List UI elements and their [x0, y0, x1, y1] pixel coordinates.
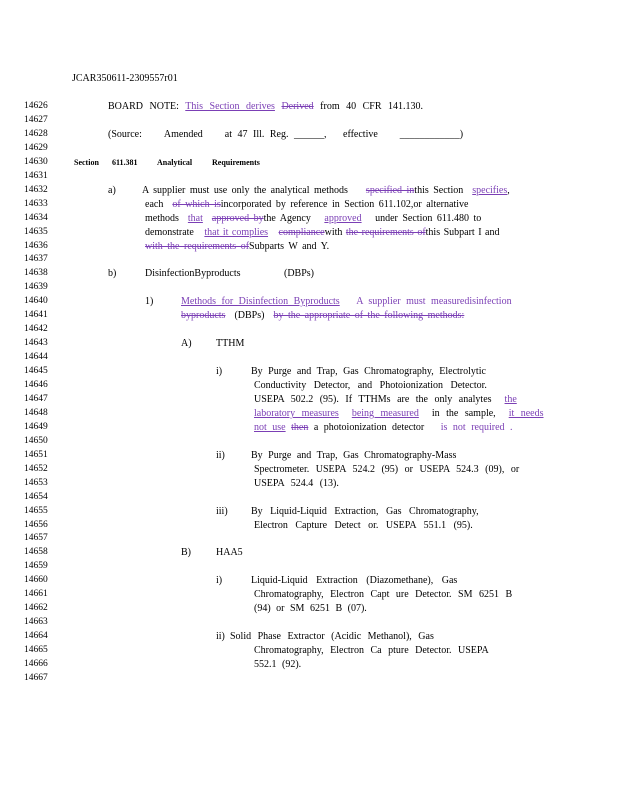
deleted-text: compliance	[278, 227, 325, 238]
inserted-text: that it complies	[204, 227, 269, 238]
para-b-title: (DBPs)	[284, 268, 315, 279]
inserted-text: A supplier must measuredisinfection	[356, 296, 512, 307]
board-note-label: BOARD NOTE:	[108, 101, 179, 112]
line-number: 14637	[24, 254, 48, 265]
item-line: By Purge and Trap, Gas Chromatography, Electrolytic	[251, 366, 486, 377]
line-number: 14652	[24, 463, 48, 474]
item-label: i)	[216, 575, 223, 586]
source-note	[108, 129, 463, 140]
inserted-text: specifies	[472, 185, 508, 196]
item-line: Conductivity Detector, and Photoionization Detector.	[254, 380, 487, 391]
inserted-text: the	[504, 394, 517, 405]
board-note-text: from 40 CFR 141.130.	[320, 101, 423, 112]
source-at: at 47 Ill. Reg.	[224, 129, 289, 140]
line-number: 14663	[24, 617, 48, 628]
line-number: 14662	[24, 603, 48, 614]
item-line: By Purge and Trap, Gas Chromatography-Mass	[251, 450, 457, 461]
text: with	[324, 227, 343, 238]
text: methods	[145, 213, 179, 224]
para-label: A)	[181, 338, 192, 349]
item-line	[254, 394, 517, 405]
text: this Subpart I and	[425, 227, 500, 238]
line-number: 14639	[24, 282, 48, 293]
line-number: 14659	[24, 561, 48, 572]
inserted-text: This Section derives	[185, 101, 275, 112]
item-label: i)	[216, 366, 223, 377]
item-line: Electron Capture Detect or. USEPA 551.1 (95).	[254, 520, 473, 531]
para-a-line	[145, 199, 468, 210]
section-title: Analytical	[157, 158, 193, 167]
line-number: 14645	[24, 366, 48, 377]
line-number: 14638	[24, 268, 48, 279]
line-number: 14635	[24, 226, 48, 237]
deleted-text: byproducts	[181, 310, 226, 321]
inserted-text: that	[187, 213, 203, 224]
para-a-line	[142, 185, 510, 196]
text: this Section	[414, 185, 464, 196]
item-line: Chromatography, Electron Ca pture Detector. USEPA	[254, 645, 489, 656]
para-b1-line	[181, 310, 464, 321]
line-number: 14653	[24, 477, 48, 488]
line-number: 14666	[24, 659, 48, 669]
item-line: (94) or SM 6251 B (07).	[254, 603, 367, 614]
para-label: 1)	[145, 296, 154, 307]
document-header: JCAR350611-2309557r01	[72, 73, 178, 84]
inserted-text: laboratory measures	[254, 408, 339, 419]
source-label: (Source:	[108, 129, 142, 140]
line-number: 14626	[24, 101, 48, 111]
text: each	[145, 199, 164, 210]
line-number: 14629	[24, 142, 48, 153]
item-label: ii)	[216, 450, 225, 461]
deleted-text: Derived	[281, 101, 314, 112]
line-number: 14641	[24, 310, 48, 321]
source-effective: effective	[343, 129, 378, 140]
para-label: a)	[108, 185, 116, 196]
deleted-text: of which is	[172, 199, 221, 210]
item-line: 552.1 (92).	[254, 659, 302, 670]
line-number: 14649	[24, 421, 48, 432]
line-number: 14642	[24, 324, 48, 335]
line-number: 14660	[24, 575, 48, 586]
para-b1-line	[181, 296, 512, 307]
item-line: USEPA 524.4 (13).	[254, 478, 339, 489]
deleted-text: the requirements of	[345, 227, 426, 238]
para-B-title: HAA5	[216, 547, 243, 558]
item-line: By Liquid-Liquid Extraction, Gas Chromatography,	[251, 506, 479, 517]
item-line	[254, 408, 544, 419]
text: incorporated by reference in Section 611.102,or alternative	[220, 199, 469, 210]
section-title: Requirements	[212, 158, 260, 167]
inserted-text: not use	[254, 422, 286, 433]
line-number: 14650	[24, 435, 48, 446]
source-amended: Amended	[163, 129, 203, 140]
para-label: b)	[108, 268, 117, 279]
line-number: 14646	[24, 380, 48, 390]
text: in the sample,	[431, 408, 496, 419]
deleted-text: by the appropriate of the following methods:	[273, 310, 465, 321]
deleted-text: specified in	[365, 185, 415, 196]
item-label: iii)	[216, 506, 228, 517]
line-number: 14636	[24, 240, 48, 251]
line-number: 14634	[24, 212, 48, 223]
line-number: 14655	[24, 505, 48, 516]
line-number: 14651	[24, 449, 48, 460]
line-number: 14631	[24, 170, 48, 181]
section-word: Section	[74, 158, 99, 167]
deleted-text: approved by	[211, 213, 264, 224]
line-number: 14664	[24, 631, 48, 642]
text: Subparts W and Y.	[249, 241, 330, 252]
board-note	[108, 101, 423, 112]
inserted-text: it needs	[508, 408, 544, 419]
text: A supplier must use only the analytical methods	[142, 185, 348, 196]
text: under Section 611.480 to	[375, 213, 482, 224]
deleted-text: then	[291, 422, 309, 433]
inserted-text: being measured	[351, 408, 419, 419]
text: ,	[507, 185, 510, 196]
line-number: 14657	[24, 533, 48, 544]
source-blank: ______,	[294, 129, 327, 140]
text: .	[510, 422, 513, 433]
line-number: 14654	[24, 491, 48, 502]
para-a-line	[145, 227, 499, 238]
text: the Agency	[263, 213, 311, 224]
text: (DBPs)	[234, 310, 265, 321]
item-line	[254, 422, 513, 433]
source-blank: ____________)	[399, 129, 464, 140]
para-b-title: DisinfectionByproducts	[145, 268, 241, 279]
line-number: 14648	[24, 407, 48, 418]
line-number: 14628	[24, 128, 48, 139]
item-label: ii)	[216, 631, 225, 642]
para-a-line	[145, 213, 481, 224]
line-number: 14630	[24, 156, 48, 167]
line-number: 14658	[24, 547, 48, 558]
section-number: 611.381	[112, 158, 138, 167]
line-number: 14647	[24, 393, 48, 404]
inserted-text: Methods for Disinfection Byproducts	[181, 296, 340, 307]
line-number: 14627	[24, 114, 48, 125]
item-line: Liquid-Liquid Extraction (Diazomethane), Gas	[251, 575, 458, 586]
line-number: 14661	[24, 589, 48, 600]
inserted-text: is not required	[440, 422, 505, 433]
line-number: 14633	[24, 198, 48, 209]
para-a-line	[145, 241, 329, 252]
line-number: 14640	[24, 296, 48, 307]
line-number: 14632	[24, 184, 48, 195]
item-line: Spectrometer. USEPA 524.2 (95) or USEPA 524.3 (09), or	[254, 464, 520, 475]
item-line: Chromatography, Electron Capt ure Detector. SM 6251 B	[254, 589, 513, 600]
para-label: B)	[181, 547, 191, 558]
line-number: 14667	[24, 672, 48, 683]
line-number: 14644	[24, 352, 48, 363]
text: a photoionization detector	[313, 422, 425, 433]
text: USEPA 502.2 (95). If TTHMs are the only analytes	[254, 394, 492, 405]
line-number: 14643	[24, 338, 48, 349]
para-A-title: TTHM	[216, 338, 245, 349]
deleted-text: with the requirements of	[145, 241, 250, 252]
line-number: 14656	[24, 519, 48, 530]
inserted-text: approved	[324, 213, 362, 224]
text: demonstrate	[145, 227, 194, 238]
item-line: Solid Phase Extractor (Acidic Methanol), Gas	[230, 631, 434, 642]
line-number: 14665	[24, 645, 48, 656]
